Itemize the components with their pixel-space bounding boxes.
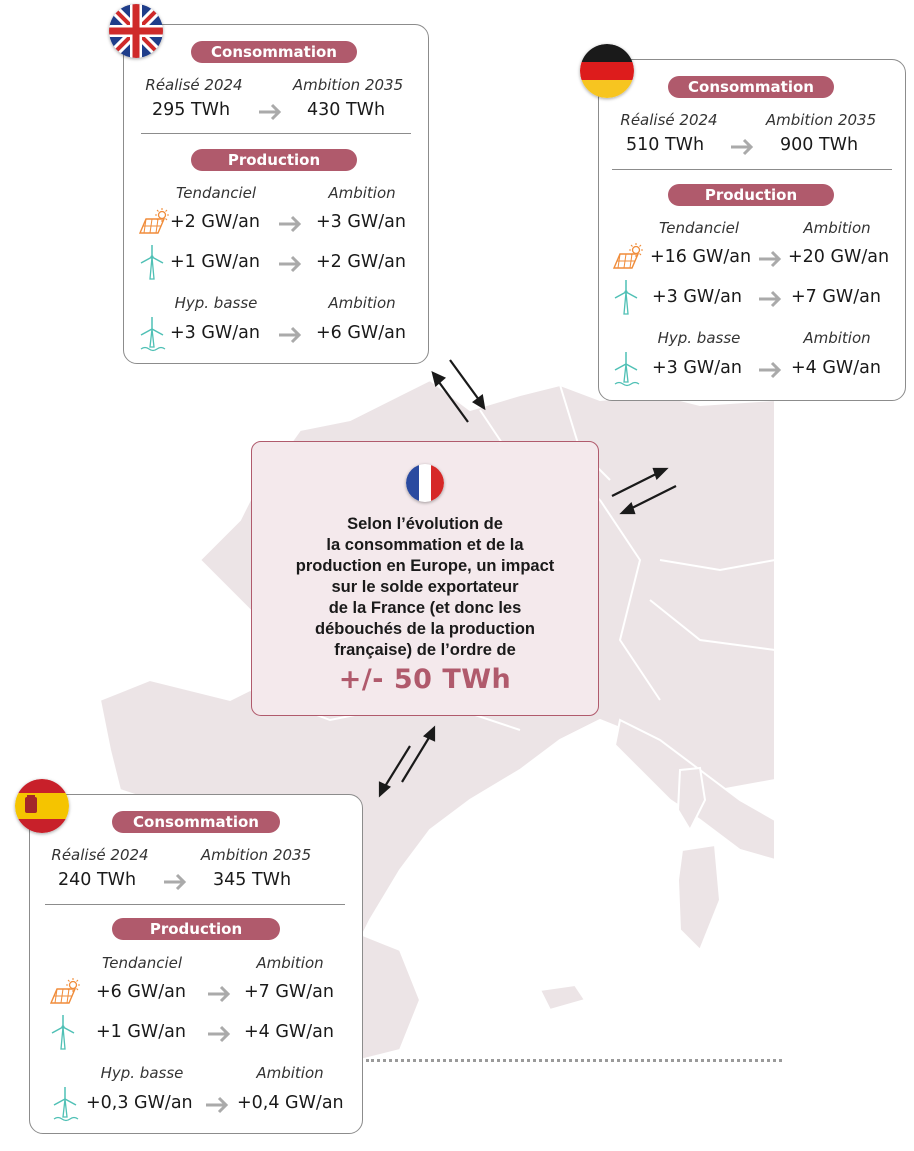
de-separator [612, 169, 892, 170]
offshore-wind-turbine-icon [138, 315, 166, 353]
france-text-line: sur le solde exportateur [331, 578, 519, 596]
uk-ambition-header: Ambition 2035 [292, 76, 404, 94]
de-solar-arrow-icon [757, 250, 783, 268]
exchange-arrows-icon [608, 464, 680, 518]
exchange-arrows-icon [428, 358, 492, 426]
es-ambition-col-header-2: Ambition [256, 1064, 324, 1082]
france-impact-value: +/- 50 TWh [338, 664, 512, 695]
es-offshore-amb-value: +0,4 GW/an [237, 1093, 344, 1113]
es-wind-tend-value: +1 GW/an [96, 1022, 186, 1042]
france-text-line: la consommation et de la [326, 536, 524, 554]
uk-hyp-header: Hyp. basse [174, 294, 258, 312]
de-solar-amb-value: +20 GW/an [788, 247, 890, 267]
es-solar-amb-value: +7 GW/an [244, 982, 334, 1002]
de-hyp-header: Hyp. basse [657, 329, 741, 347]
es-solar-arrow-icon [206, 985, 232, 1003]
uk-solar-amb-value: +3 GW/an [316, 212, 406, 232]
es-separator [45, 904, 345, 905]
de-wind-tend-value: +3 GW/an [652, 287, 742, 307]
france-text-line: française) de l’ordre de [334, 641, 516, 659]
uk-production-pill: Production [191, 149, 357, 171]
uk-wind-arrow-icon [277, 255, 303, 273]
es-ambition-col-header: Ambition [256, 954, 324, 972]
wind-turbine-icon [612, 278, 640, 316]
france-text-line: débouchés de la production [314, 620, 536, 638]
france-text-line: de la France (et donc les [328, 599, 522, 617]
uk-ambition-col-header-2: Ambition [328, 294, 396, 312]
de-ambition-col-header: Ambition [803, 219, 871, 237]
de-offshore-amb-value: +4 GW/an [791, 358, 881, 378]
es-tendanciel-header: Tendanciel [101, 954, 183, 972]
de-solar-tend-value: +16 GW/an [650, 247, 752, 267]
es-ambition-header: Ambition 2035 [200, 846, 312, 864]
uk-offshore-hyp-value: +3 GW/an [170, 323, 260, 343]
germany-card [598, 59, 906, 401]
es-hyp-header: Hyp. basse [100, 1064, 184, 1082]
uk-consommation-pill: Consommation [191, 41, 357, 63]
france-text-line: production en Europe, un impact [295, 557, 555, 575]
france-impact-text [262, 514, 588, 661]
de-tendanciel-header: Tendanciel [658, 219, 740, 237]
uk-conso-arrow-icon [257, 103, 283, 121]
germany-flag-icon [580, 44, 634, 98]
uk-ambition-value: 430 TWh [307, 100, 386, 120]
france-flag-icon [406, 464, 444, 502]
uk-card [123, 24, 429, 364]
de-ambition-header: Ambition 2035 [765, 111, 877, 129]
spain-flag-icon [15, 779, 69, 833]
es-solar-tend-value: +6 GW/an [96, 982, 186, 1002]
de-ambition-value: 900 TWh [780, 135, 859, 155]
uk-wind-amb-value: +2 GW/an [316, 252, 406, 272]
es-offshore-hyp-value: +0,3 GW/an [86, 1093, 193, 1113]
offshore-wind-turbine-icon [612, 350, 640, 388]
es-realise-value: 240 TWh [58, 870, 137, 890]
de-realise-value: 510 TWh [626, 135, 705, 155]
es-ambition-value: 345 TWh [213, 870, 292, 890]
france-text-line: Selon l’évolution de [347, 515, 503, 533]
es-production-pill: Production [112, 918, 280, 940]
solar-panel-icon [610, 242, 644, 272]
uk-solar-arrow-icon [277, 215, 303, 233]
uk-solar-tend-value: +2 GW/an [170, 212, 260, 232]
dotted-divider [366, 1059, 782, 1062]
wind-turbine-icon [49, 1013, 77, 1051]
uk-offshore-arrow-icon [277, 326, 303, 344]
uk-wind-tend-value: +1 GW/an [170, 252, 260, 272]
es-wind-amb-value: +4 GW/an [244, 1022, 334, 1042]
uk-separator [141, 133, 411, 134]
de-ambition-col-header-2: Ambition [803, 329, 871, 347]
de-conso-arrow-icon [729, 138, 755, 156]
es-conso-arrow-icon [162, 873, 188, 891]
uk-realise-header: Réalisé 2024 [145, 76, 243, 94]
es-offshore-arrow-icon [204, 1096, 230, 1114]
solar-panel-icon [47, 977, 81, 1007]
uk-realise-value: 295 TWh [152, 100, 231, 120]
de-wind-arrow-icon [757, 290, 783, 308]
de-consommation-pill: Consommation [668, 76, 834, 98]
de-wind-amb-value: +7 GW/an [791, 287, 881, 307]
spain-card [29, 794, 363, 1134]
de-offshore-arrow-icon [757, 361, 783, 379]
de-realise-header: Réalisé 2024 [620, 111, 718, 129]
uk-tendanciel-header: Tendanciel [175, 184, 257, 202]
uk-flag-icon [109, 4, 163, 58]
wind-turbine-icon [138, 243, 166, 281]
es-consommation-pill: Consommation [112, 811, 280, 833]
de-offshore-hyp-value: +3 GW/an [652, 358, 742, 378]
uk-ambition-col-header: Ambition [328, 184, 396, 202]
exchange-arrows-icon [374, 724, 440, 800]
de-production-pill: Production [668, 184, 834, 206]
es-wind-arrow-icon [206, 1025, 232, 1043]
es-realise-header: Réalisé 2024 [51, 846, 149, 864]
solar-panel-icon [136, 207, 170, 237]
france-impact-box [251, 441, 599, 716]
offshore-wind-turbine-icon [51, 1085, 79, 1123]
uk-offshore-amb-value: +6 GW/an [316, 323, 406, 343]
